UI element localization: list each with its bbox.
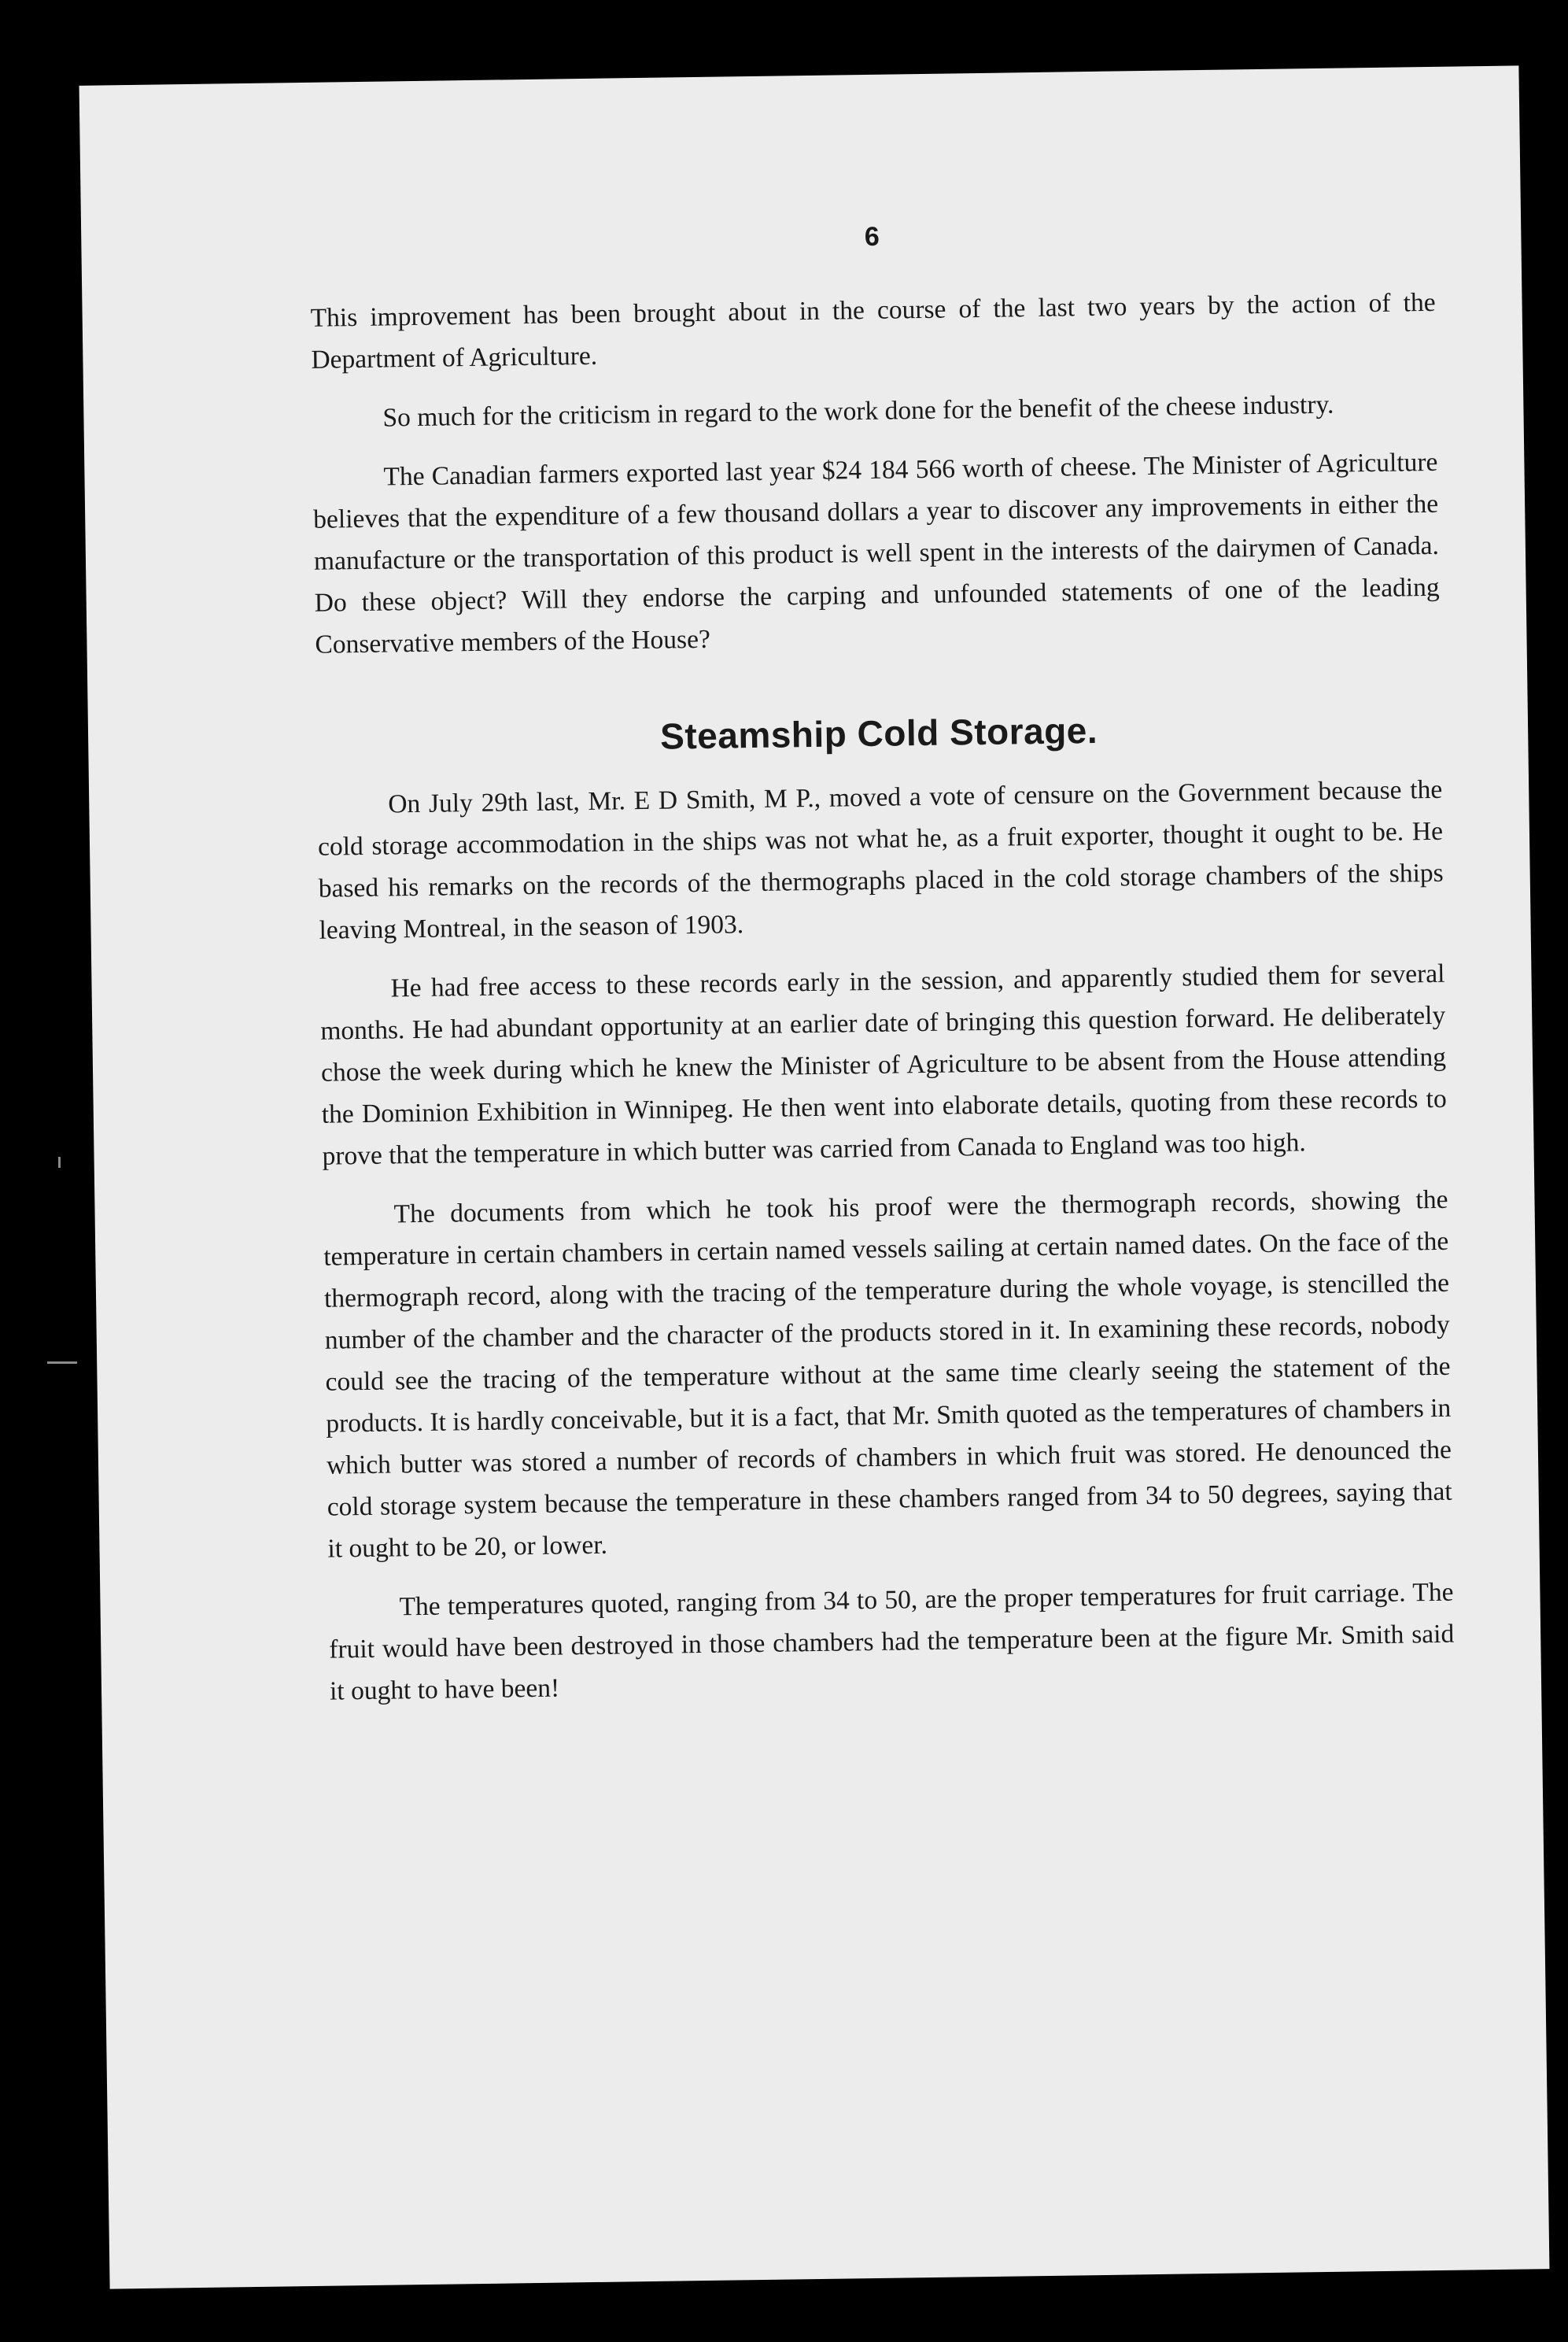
edge-mark	[47, 1361, 77, 1364]
page-number: 6	[864, 221, 880, 252]
paragraph: The documents from which he took his proof were the thermograph records, showing the temperature in certain chambers in certain named vessels sailing at certain named dates. On the face of the thermograph record, along with the tracing of the temperature during the whole voyage, is stencilled the number of the chamber and the character of the products stored in it. In examining these records, nobody could see the tracing of the temperature without at the same time clearly seeing the statement of the products. It is hardly conceivable, but it is a fact, that Mr. Smith quoted as the temperatures of chambers in which butter was stored a number of records of chambers in which fruit was stored. He denounced the cold storage system because the temperature in these chambers ranged from 34 to 50 degrees, saying that it ought to be 20, or lower.	[323, 1184, 1452, 1564]
page-content	[309, 209, 1455, 1730]
paragraph: On July 29th last, Mr. E D Smith, M P., moved a vote of censure on the Government because the cold storage accommodation in the ships was not what he, as a fruit exporter, thought it ought to be. He based his remarks on the records of the thermographs placed in the cold storage chambers of the ships leaving Montreal, in the season of 1903.	[317, 774, 1444, 945]
section-heading: Steamship Cold Storage.	[659, 709, 1098, 757]
paragraph: This improvement has been brought about in the course of the last two years by the action of the Department of Agriculture.	[310, 287, 1436, 375]
paragraph: The Canadian farmers exported last year $24 184 566 worth of cheese. The Minister of Agriculture believes that the expenditure of a few thousand dollars a year to discover any improvements in either the manufacture or the transportation of this product is well spent in the interests of the dairymen of Canada. Do these object? Will they endorse the carping and unfounded statements of one of the leading Conservative members of the House?	[313, 447, 1440, 659]
paragraph: The temperatures quoted, ranging from 34 to 50, are the proper temperatures for fruit carriage. The fruit would have been destroyed in those chambers had the temperature been at the figure Mr. Smith said it ought to have been!	[329, 1577, 1455, 1706]
paragraph: So much for the criticism in regard to the work done for the benefit of the cheese industry.	[382, 390, 1334, 433]
document-page	[79, 65, 1550, 2288]
edge-mark	[58, 1157, 61, 1168]
paragraph: He had free access to these records early in the session, and apparently studied them for several months. He had abundant opportunity at an earlier date of bringing this question forward. He deliberately chose the week during which he knew the Minister of Agriculture to be absent from the House attending the Dominion Exhibition in Winnipeg. He then went into elaborate details, quoting from these records to prove that the temperature in which butter was carried from Canada to England was too high.	[320, 959, 1447, 1171]
